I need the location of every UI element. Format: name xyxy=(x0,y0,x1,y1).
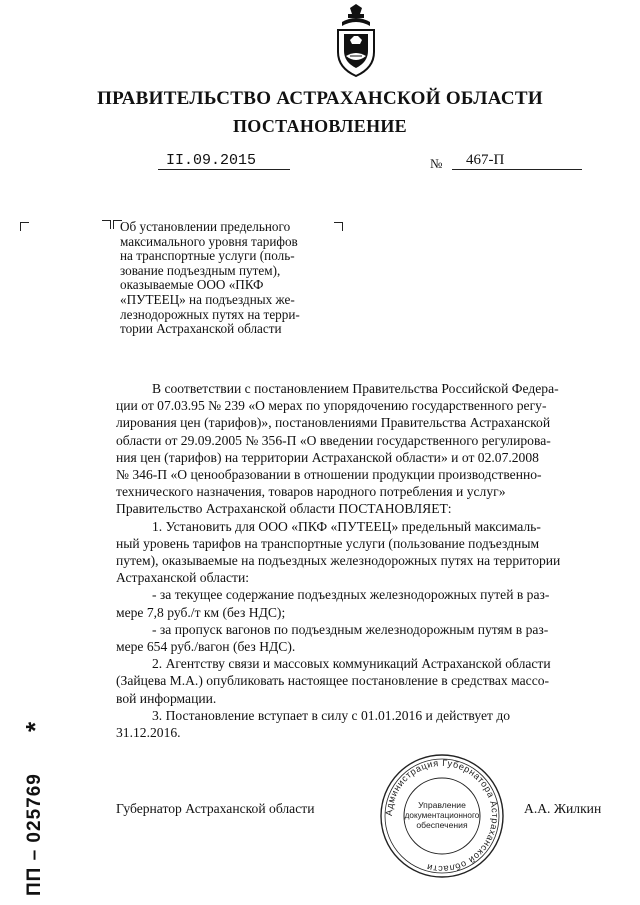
document-type-title: ПОСТАНОВЛЕНИЕ xyxy=(233,116,407,136)
subitem-maintenance-line: мере 7,8 руб./т км (без НДС); xyxy=(116,604,286,620)
form-serial-number: ПП – 025769 xyxy=(24,773,45,896)
subitem-maintenance-line: - за текущее содержание подъездных железнодорожных путей в раз- xyxy=(152,587,550,603)
coat-of-arms-emblem xyxy=(330,4,382,80)
resolution-body xyxy=(116,380,608,741)
preamble-line: ния цен (тарифов) на территории Астраханской области» и от 02.07.2008 xyxy=(116,449,539,465)
preamble-line: области от 29.09.2005 № 356-П «О введении государственного регулирова- xyxy=(116,432,551,448)
official-seal-stamp xyxy=(378,752,506,880)
item-3-line: 3. Постановление вступает в силу с 01.01.2016 и действует до xyxy=(152,707,511,723)
item-2-line: 2. Агентству связи и массовых коммуникаций Астраханской области xyxy=(152,656,551,672)
preamble-line: Правительство Астраханской области ПОСТАНОВЛЯЕТ: xyxy=(116,501,452,517)
item-1-line: 1. Установить для ООО «ПКФ «ПУТЕЕЦ» предельный максималь- xyxy=(152,518,541,534)
subject-line: на транспортные услуги (поль- xyxy=(120,248,295,264)
preamble-line: технического назначения, товаров народного потребления и услуг» xyxy=(116,484,506,500)
preamble-line: № 346-П «О ценообразовании в отношении продукции производственно- xyxy=(116,467,542,483)
corner-marker-subject-left xyxy=(102,220,111,229)
item-1-line: путем), оказываемые на подъездных железнодорожных путях на территории xyxy=(116,553,561,569)
document-number: 467-П xyxy=(452,152,582,170)
seal-center-line: документационного xyxy=(404,811,480,820)
item-1-line: Астраханской области: xyxy=(116,570,250,586)
preamble-line: ции от 07.03.95 № 239 «О мерах по упорядочению государственного регу- xyxy=(116,398,547,414)
document-date: II.09.2015 xyxy=(158,152,290,170)
subject-line: оказываемые ООО «ПКФ xyxy=(120,277,264,293)
preamble-line: лирования цен (тарифов)», постановлениями Правительства Астраханской xyxy=(116,415,551,431)
subject-line: Об установлении предельного xyxy=(120,219,291,234)
government-title: ПРАВИТЕЛЬСТВО АСТРАХАНСКОЙ ОБЛАСТИ xyxy=(97,88,543,109)
item-3-line: 31.12.2016. xyxy=(116,725,181,741)
item-2-line: (Зайцева М.А.) опубликовать настоящее постановление в средствах массо- xyxy=(116,673,550,689)
seal-center-line: обеспечения xyxy=(416,820,468,830)
subitem-wagons-line: - за пропуск вагонов по подъездным железнодорожным путям в раз- xyxy=(152,621,549,637)
subitem-wagons-line: мере 654 руб./вагон (без НДС). xyxy=(116,639,296,655)
signatory-name: А.А. Жилкин xyxy=(524,801,602,816)
seal-center-line: Управление xyxy=(418,800,466,810)
item-1-line: ный уровень тарифов на транспортные услуги (пользование подъездным xyxy=(116,535,540,551)
subject-line: лезнодорожных путях на терри- xyxy=(120,306,300,322)
corner-marker-left xyxy=(20,222,29,231)
form-serial-code xyxy=(6,700,50,900)
preamble-line: В соответствии с постановлением Правительства Российской Федера- xyxy=(152,381,559,396)
subject-line: зование подъездным путем), xyxy=(120,262,281,278)
subject-line: «ПУТЕЕЦ» на подъездных же- xyxy=(120,291,295,307)
subject-block xyxy=(120,220,344,337)
signatory-position: Губернатор Астраханской области xyxy=(116,801,315,816)
asterisk-mark: * xyxy=(20,721,50,732)
subject-line: максимального уровня тарифов xyxy=(120,233,298,249)
number-sign: № xyxy=(430,156,443,171)
seal-ring-text: Администрация Губернатора Астраханской области xyxy=(383,757,501,875)
subject-line: тории Астраханской области xyxy=(120,321,282,337)
item-2-line: вой информации. xyxy=(116,690,217,706)
